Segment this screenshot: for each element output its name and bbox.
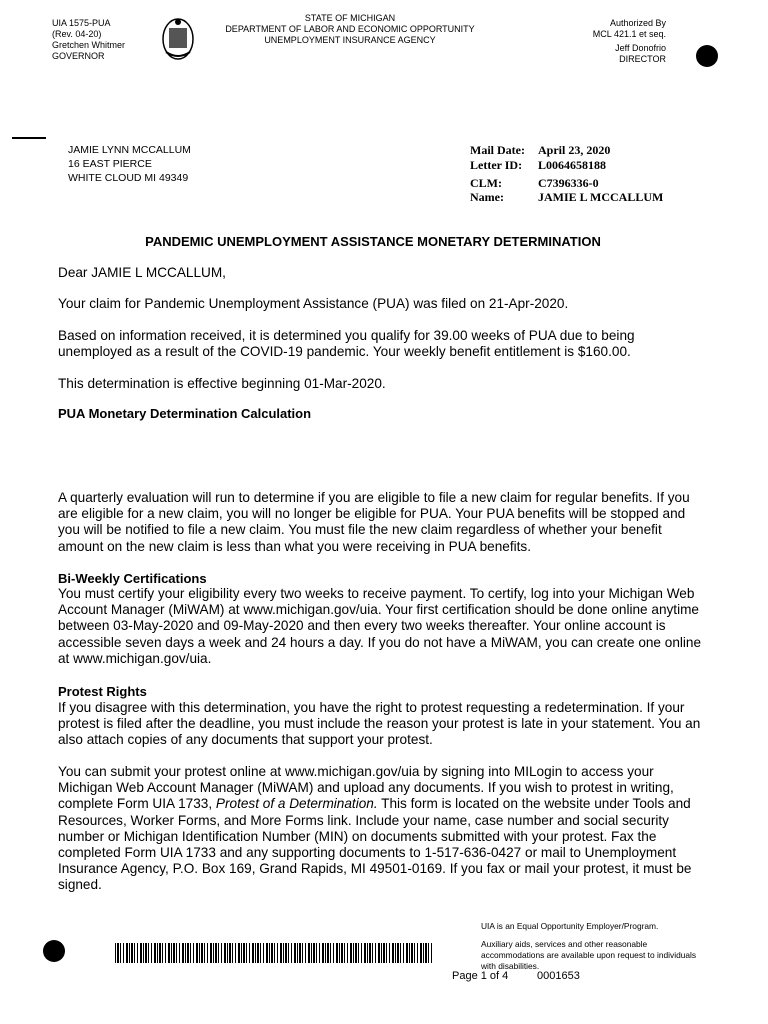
section-heading: Protest Rights (58, 684, 147, 699)
paragraph: This determination is effective beginning 01-Mar-2020. (58, 376, 386, 391)
paragraph: You must certify your eligibility every two weeks to receive payment. To certify, log into your Michigan Web Account Manager (MiWAM) at www.michigan.gov/uia. Your first certification should be done online anytime between 03-May-2020 and 09-May-2020 and then every two weeks thereafter. Your online account is accessible seven days a week and 24 hours a day. If you do not have a MiWAM, you can create one online at www.michigan.gov/uia. (58, 586, 702, 666)
accessibility-statement: Auxiliary aids, services and other reasonable accommodations are available upon request to individuals with disabilities. (481, 939, 697, 971)
authority-block (593, 18, 666, 65)
meta-value: L0064658188 (538, 158, 607, 172)
meta-value: JAMIE L MCCALLUM (538, 190, 664, 204)
recipient-address (68, 143, 191, 185)
paragraph (58, 764, 708, 894)
form-info (52, 18, 125, 62)
meta-label: Mail Date: (470, 143, 525, 157)
salutation: Dear JAMIE L MCCALLUM, (58, 265, 226, 280)
agency-block (170, 13, 530, 46)
header-line: DIRECTOR (619, 54, 666, 64)
eeo-statement: UIA is an Equal Opportunity Employer/Program. (481, 921, 659, 931)
header-line: UIA 1575-PUA (52, 18, 111, 28)
barcode (115, 943, 433, 963)
registration-dot-icon (43, 940, 65, 962)
header-line: STATE OF MICHIGAN (304, 13, 396, 23)
letter-meta (470, 143, 710, 207)
paragraph: If you disagree with this determination, you have the right to protest requesting a redetermination. If your protest is filed after the deadline, you must include the reason your protest is late in your statement. You an also attach copies of any documents that support your protest. (58, 700, 701, 748)
header-line: (Rev. 04-20) (52, 29, 102, 39)
paragraph: Your claim for Pandemic Unemployment Assistance (PUA) was filed on 21-Apr-2020. (58, 296, 569, 311)
address-line: 16 EAST PIERCE (68, 158, 152, 170)
header-line: UNEMPLOYMENT INSURANCE AGENCY (264, 35, 436, 45)
section-heading: Bi-Weekly Certifications (58, 571, 207, 586)
meta-value: April 23, 2020 (538, 143, 611, 157)
address-line: JAMIE LYNN MCCALLUM (68, 144, 191, 156)
header-line: Jeff Donofrio (615, 43, 666, 53)
text-run: This form is located on the website under Tools and Resources, Worker Forms, and More Forms link. Include your name, case number and social security number or Michigan Identification Number (MIN) on documents submitted with your protest. Fax the completed Form UIA 1733 and any supporting documents to 1-517-636-0427 or mail to Unemployment Insurance Agency, P.O. Box 169, Grand Rapids, MI 49501-0169. If you fax or mail your protest, it must be signed. (58, 796, 692, 893)
header-line: DEPARTMENT OF LABOR AND ECONOMIC OPPORTUNITY (225, 24, 475, 34)
header-line: GOVERNOR (52, 51, 105, 61)
header-line: Authorized By (609, 18, 666, 28)
meta-label: CLM: (470, 176, 502, 190)
address-line: WHITE CLOUD MI 49349 (68, 172, 189, 184)
document-title: PANDEMIC UNEMPLOYMENT ASSISTANCE MONETARY DETERMINATION (145, 234, 601, 249)
registration-dot-icon (696, 45, 718, 67)
meta-label: Letter ID: (470, 158, 523, 172)
meta-value: C7396336-0 (538, 176, 599, 190)
page-number: Page 1 of 4 (452, 970, 509, 982)
paragraph: A quarterly evaluation will run to determine if you are eligible to file a new claim for regular benefits. If you are eligible for a new claim, you will no longer be eligible for PUA. Your PUA benefits will be stopped and you will be notified to file a new claim. You must file the new claim regardless of whether your benefit amount on the new claim is less than what you were receiving in PUA benefits. (58, 490, 690, 554)
document-code: 0001653 (537, 970, 580, 982)
fold-mark (12, 137, 46, 139)
section-heading: PUA Monetary Determination Calculation (58, 406, 312, 421)
header-line: MCL 421.1 et seq. (592, 29, 666, 39)
meta-label: Name: (470, 190, 504, 204)
text-run: You can submit your protest online at www.michigan.gov/uia by signing into MILogin to access your Michigan Web Account Manager (MiWAM) and upload any documents. If you wish to protest in writing, complete Form UIA 1733, (58, 764, 674, 812)
form-title: Protest of a Determination. (215, 796, 378, 812)
paragraph: Based on information received, it is determined you qualify for 39.00 weeks of PUA due to being unemployed as a result of the COVID-19 pandemic. Your weekly benefit entitlement is $160.00. (58, 328, 635, 360)
header-line: Gretchen Whitmer (52, 40, 126, 50)
